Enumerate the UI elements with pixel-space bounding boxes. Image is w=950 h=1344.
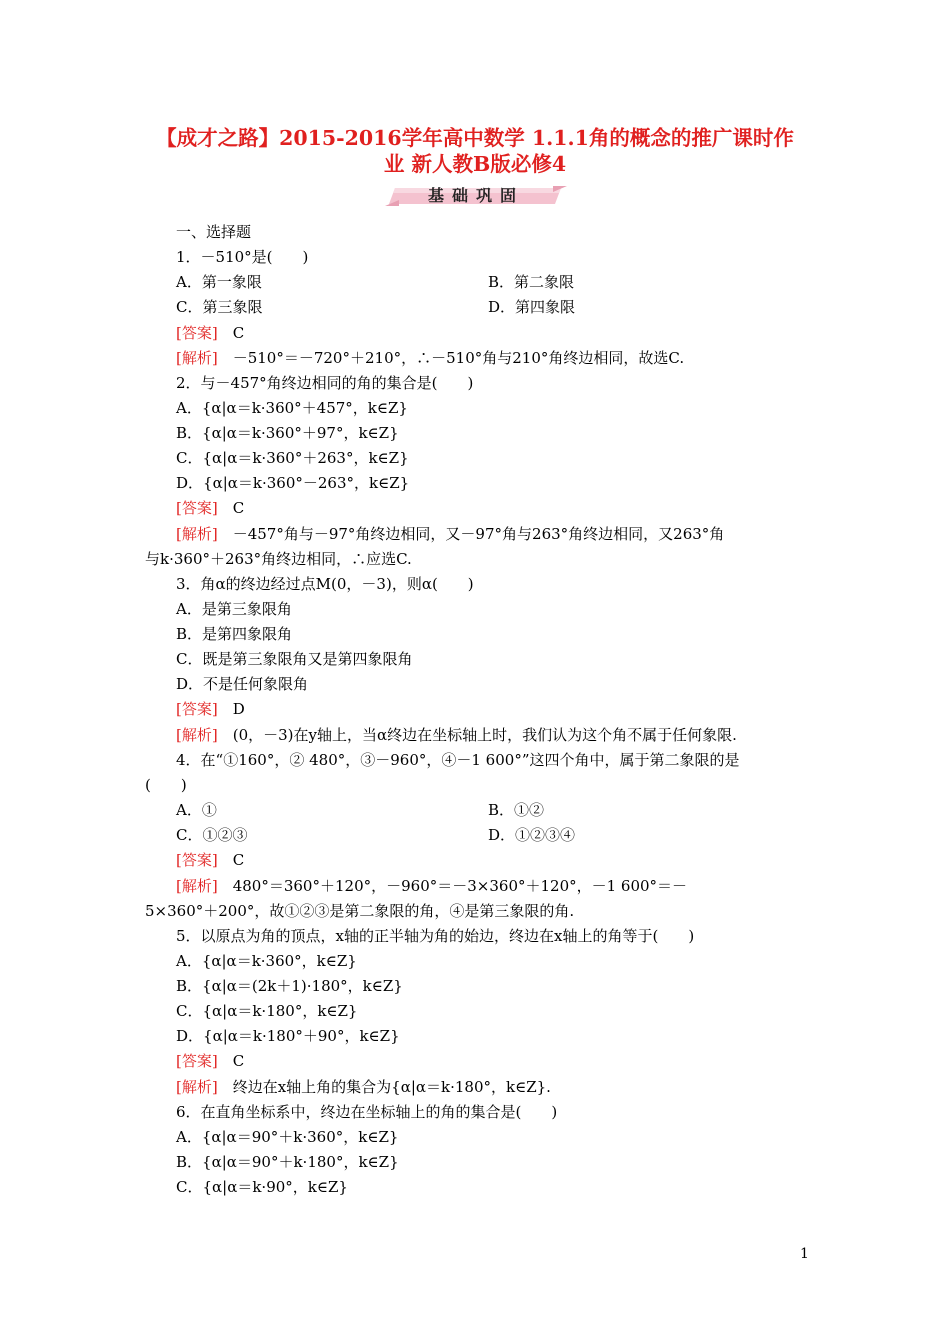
option-c [176, 1177, 348, 1197]
line-text: C．{α|α＝k·90°，k∈Z} [176, 1178, 348, 1196]
line-text: 4．在“①160°，② 480°，③－960°，④－1 600°”这四个角中，属于第二象限的是 [176, 751, 740, 769]
analysis-line [176, 524, 724, 544]
page-number: 1 [800, 1246, 809, 1262]
line-text: A．① [176, 801, 217, 819]
answer-tag: [答案] [176, 851, 218, 869]
line-text: C．①②③ [176, 826, 248, 844]
option-b [488, 800, 544, 820]
answer-tag: [答案] [176, 324, 218, 342]
option-c [176, 448, 409, 468]
line-text: 3．角α的终边经过点M(0，－3)，则α( ) [176, 575, 474, 593]
option-b [176, 976, 403, 996]
line-text: 5．以原点为角的顶点，x轴的正半轴为角的始边，终边在x轴上的角等于( ) [176, 927, 695, 945]
line-text: 480°＝360°＋120°，－960°＝－3×360°＋120°，－1 600°＝－ [217, 877, 688, 895]
option-b [176, 624, 292, 644]
line-text: B．{α|α＝k·360°＋97°，k∈Z} [176, 424, 399, 442]
answer-tag: [答案] [176, 1052, 218, 1070]
question-3-stem [176, 574, 474, 594]
option-a [176, 599, 292, 619]
question-4-stem [176, 750, 739, 770]
analysis-tag: [解析] [176, 877, 218, 895]
line-text: 一、选择题 [176, 223, 252, 241]
answer-tag: [答案] [176, 499, 218, 517]
line-text: －510°＝－720°＋210°，∴－510°角与210°角终边相同，故选C. [217, 349, 685, 367]
line-text: D．①②③④ [488, 826, 576, 844]
line-text: C．既是第三象限角又是第四象限角 [176, 650, 413, 668]
line-text: B．①② [488, 801, 545, 819]
section-banner-label: 基础巩固 [427, 186, 524, 205]
line-text: 6．在直角坐标系中，终边在坐标轴上的角的集合是( ) [176, 1103, 558, 1121]
line-text: C．{α|α＝k·360°＋263°，k∈Z} [176, 449, 409, 467]
answer-line [176, 850, 244, 870]
option-a [176, 1127, 398, 1147]
line-text: C [217, 324, 245, 342]
option-a [176, 951, 357, 971]
line-text: A．{α|α＝90°＋k·360°，k∈Z} [176, 1128, 399, 1146]
line-text: D．不是任何象限角 [176, 675, 309, 693]
line-text: A．{α|α＝k·360°，k∈Z} [176, 952, 357, 970]
line-text: C [217, 851, 245, 869]
option-d [176, 674, 308, 694]
line-text: 5×360°＋200°，故①②③是第二象限的角，④是第三象限的角. [145, 902, 575, 920]
option-c [176, 297, 262, 317]
analysis-line [176, 725, 737, 745]
answer-line [176, 498, 244, 518]
line-text: B．{α|α＝(2k＋1)·180°，k∈Z} [176, 977, 403, 995]
question-1-stem [176, 247, 308, 267]
analysis-tag: [解析] [176, 726, 218, 744]
answer-line [176, 699, 245, 719]
line-text: A．是第三象限角 [176, 600, 292, 618]
option-c [176, 825, 247, 845]
section-heading [176, 222, 251, 242]
line-text: ( ) [145, 776, 187, 794]
option-b [176, 1152, 399, 1172]
question-5-stem [176, 926, 694, 946]
option-a [176, 800, 217, 820]
line-text: A．第一象限 [176, 273, 262, 291]
line-text: 1．－510°是( ) [176, 248, 309, 266]
analysis-tag: [解析] [176, 525, 218, 543]
document-title-line-2: 业 新人教B版必修4 [383, 152, 567, 176]
line-text: B．第二象限 [488, 273, 575, 291]
line-text: C [217, 499, 245, 517]
analysis-continuation [145, 901, 574, 921]
analysis-line [176, 876, 687, 896]
answer-tag: [答案] [176, 700, 218, 718]
option-d [488, 825, 575, 845]
line-text: (0，－3)在y轴上，当α终边在坐标轴上时，我们认为这个角不属于任何象限. [217, 726, 737, 744]
line-text: D [217, 700, 245, 718]
line-text: D．{α|α＝k·360°－263°，k∈Z} [176, 474, 410, 492]
analysis-tag: [解析] [176, 349, 218, 367]
option-b [176, 423, 399, 443]
line-text: 终边在x轴上角的集合为{α|α＝k·180°，k∈Z}. [217, 1078, 551, 1096]
analysis-continuation [145, 549, 412, 569]
document-title-line-1: 【成才之路】2015-2016学年高中数学 1.1.1角的概念的推广课时作 [156, 126, 794, 150]
line-text: A．{α|α＝k·360°＋457°，k∈Z} [176, 399, 408, 417]
option-c [176, 649, 412, 669]
analysis-tag: [解析] [176, 1078, 218, 1096]
line-text: D．第四象限 [488, 298, 576, 316]
answer-line [176, 1051, 244, 1071]
analysis-line [176, 348, 684, 368]
option-d [176, 1026, 400, 1046]
analysis-line [176, 1077, 551, 1097]
line-text: C [217, 1052, 245, 1070]
answer-line [176, 323, 244, 343]
line-text: 2．与－457°角终边相同的角的集合是( ) [176, 374, 474, 392]
line-text: B．{α|α＝90°＋k·180°，k∈Z} [176, 1153, 399, 1171]
line-text: C．{α|α＝k·180°，k∈Z} [176, 1002, 358, 1020]
option-d [176, 473, 409, 493]
question-6-stem [176, 1102, 557, 1122]
question-4-continuation [145, 775, 187, 795]
line-text: 与k·360°＋263°角终边相同，∴应选C. [145, 550, 412, 568]
line-text: D．{α|α＝k·180°＋90°，k∈Z} [176, 1027, 400, 1045]
option-c [176, 1001, 357, 1021]
option-b [488, 272, 574, 292]
line-text: C．第三象限 [176, 298, 263, 316]
option-a [176, 272, 262, 292]
section-banner [385, 183, 567, 209]
question-2-stem [176, 373, 473, 393]
option-d [488, 297, 575, 317]
option-a [176, 398, 408, 418]
line-text: －457°角与－97°角终边相同，又－97°角与263°角终边相同，又263°角 [217, 525, 725, 543]
line-text: B．是第四象限角 [176, 625, 293, 643]
